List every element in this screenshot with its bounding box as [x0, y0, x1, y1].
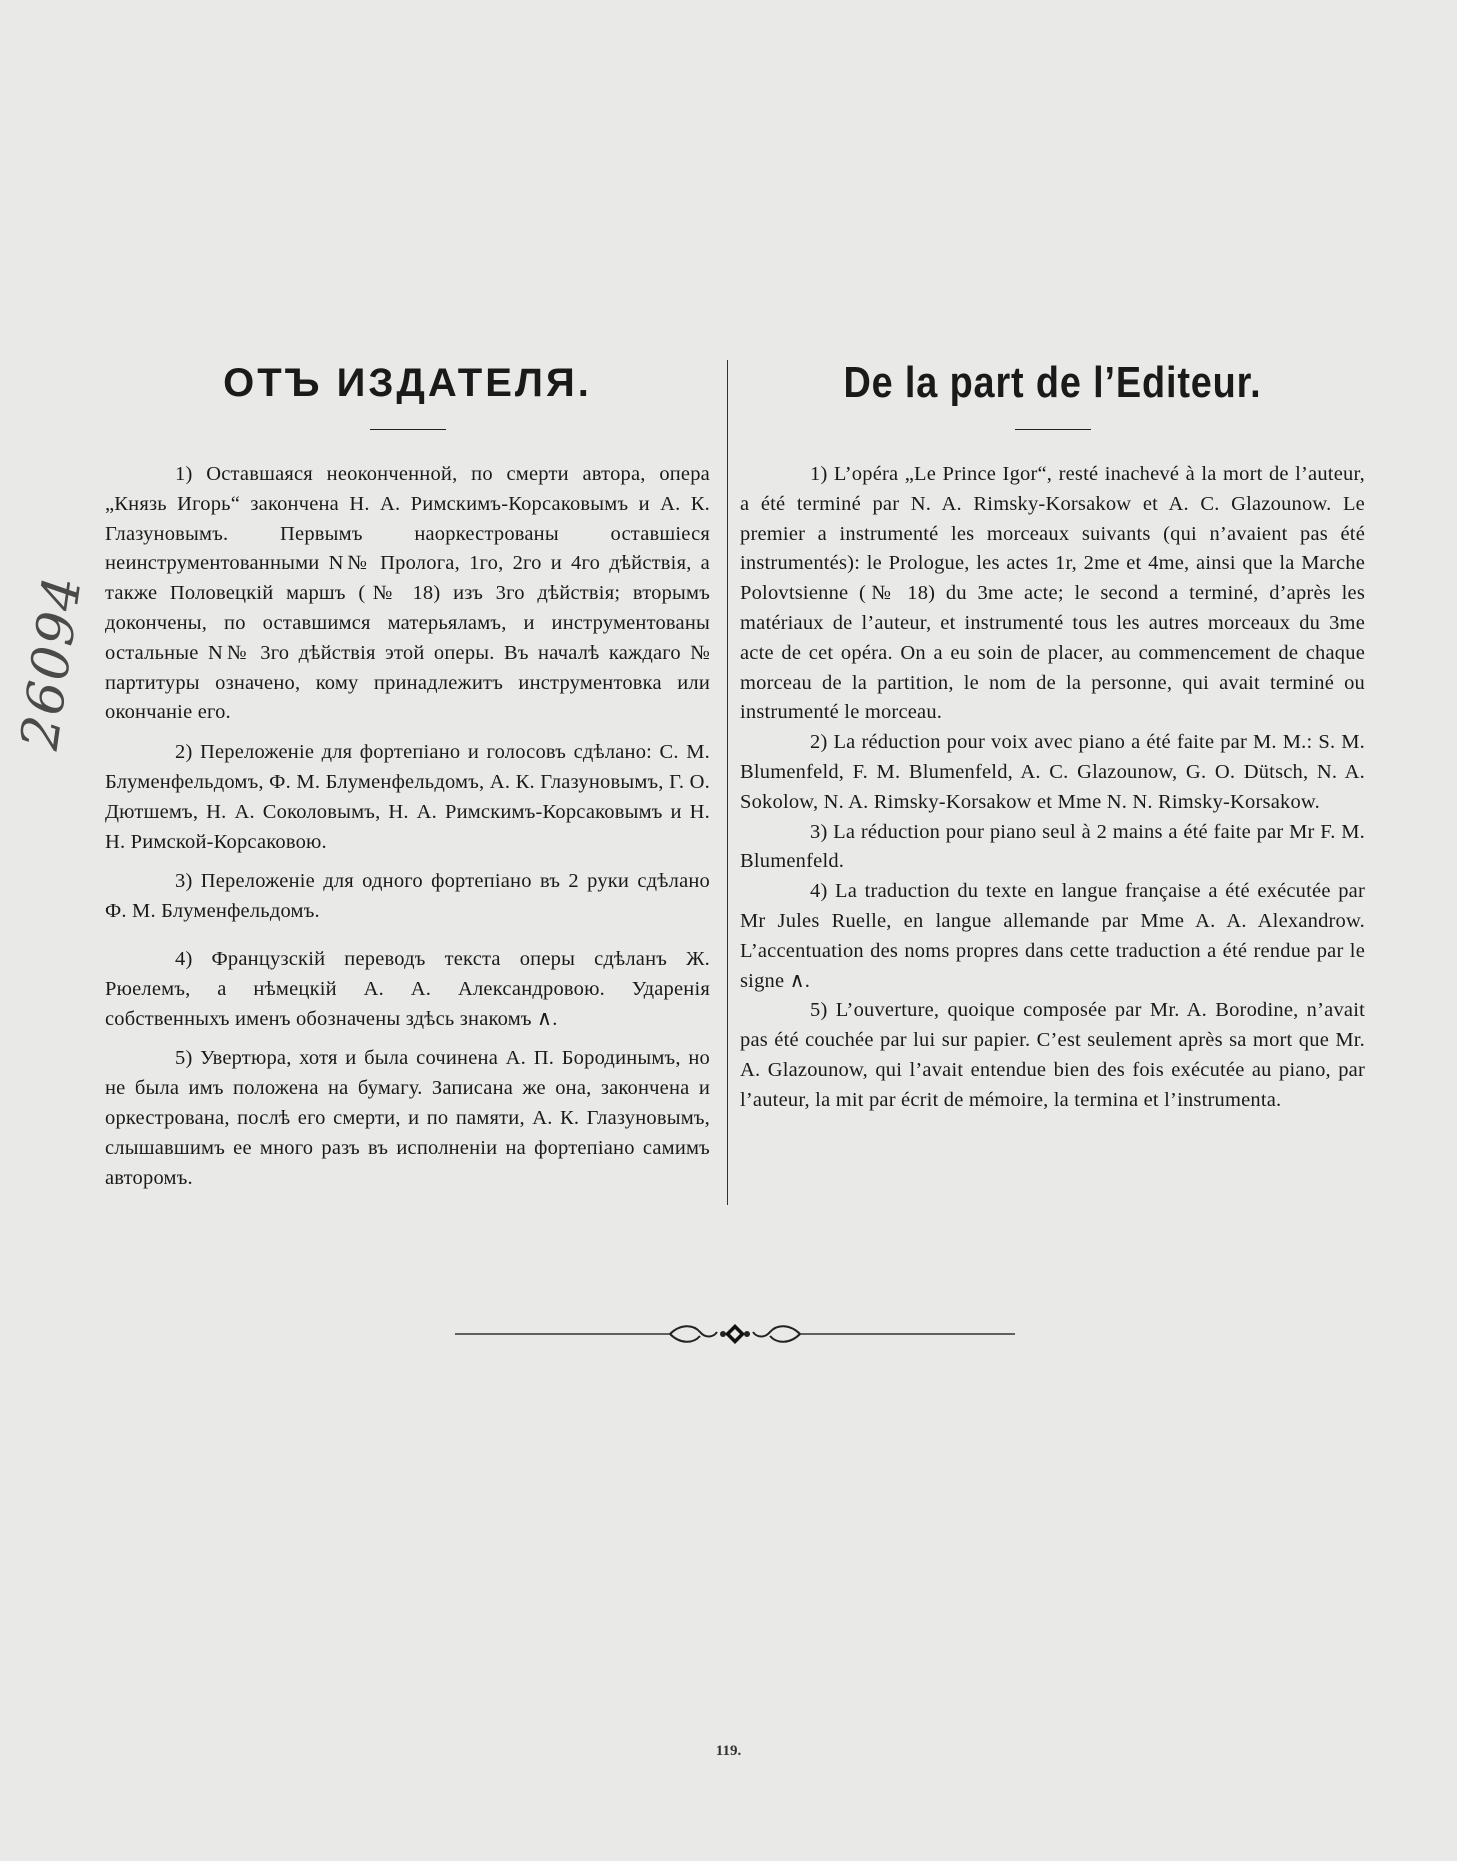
russian-heading: ОТЪ ИЗДАТЕЛЯ.: [223, 361, 592, 405]
french-column: [740, 355, 1365, 1116]
column-divider: [727, 360, 728, 1205]
russian-paragraph-1: 1) Оставшаяся неоконченной, по смерти автора, опера „Князь Игорь“ закончена Н. А. Римскимъ-Корсаковымъ и А. К. Глазуновымъ. Первымъ наоркестрованы оставшіеся неинструментованными N№ Пролога, 1го, 2го и 4го дѣйствія, а также Половецкій маршъ (№ 18) изъ 3го дѣйствія; вторымъ докончены, по оставшимся матерьяламъ, и инструментованы остальные N№ 3го дѣйствія этой оперы. Въ началѣ каждаго № партитуры означено, кому принадлежитъ инструментовка или окончаніе его.: [105, 463, 710, 724]
russian-paragraph-3: 3) Переложеніе для одного фортепіано въ 2 руки сдѣлано Ф. М. Блуменфельдомъ.: [105, 870, 710, 923]
page-number: 119.: [715, 1743, 742, 1759]
heading-rule: [370, 429, 446, 430]
russian-column: [105, 355, 710, 1203]
french-heading: De la part de l’Editeur.: [843, 358, 1262, 407]
russian-paragraph-2: 2) Переложеніе для фортепіано и голосовъ сдѣлано: С. М. Блуменфельдомъ, Ф. М. Блуменфельдомъ, А. К. Глазуновымъ, Г. О. Дютшемъ, Н. А. Соколовымъ, Н. А. Римскимъ-Корсаковымъ и Н. Н. Римской-Корсаковою.: [105, 741, 710, 853]
russian-paragraph-5: 5) Увертюра, хотя и была сочинена А. П. Бородинымъ, но не была имъ положена на бумагу. Записана же она, закончена и оркестрована, послѣ его смерти, и по памяти, А. К. Глазуновымъ, слышавшимъ ее много разъ въ исполненіи на фортепіано самимъ авторомъ.: [105, 1047, 710, 1189]
french-paragraph-1: 1) L’opéra „Le Prince Igor“, resté inachevé à la mort de l’auteur, a été terminé par N. A. Rimsky-Korsakow et A. C. Glazounow. Le premier a instrumenté les morceaux suivants (qui n’avaient pas été instrumentés): le Prologue, les actes 1r, 2me et 4me, ainsi que la Marche Polovtsienne (№ 18) du 3me acte; le second a terminé, d’après les matériaux de l’auteur, et instrumenté tous les autres morceaux du 3me acte de cet opéra. On a eu soin de placer, au commencement de chaque morceau de la partition, le nom de la personne, qui avait terminé ou instrumenté le morceau.: [740, 463, 1365, 724]
heading-rule: [1015, 429, 1091, 430]
handwritten-inventory-number: 26094: [10, 571, 94, 754]
french-paragraph-5: 5) L’ouverture, quoique composée par Mr. A. Borodine, n’avait pas été couchée par lui sur papier. C’est seulement après sa mort que Mr. A. Glazounow, qui l’avait entendue bien des fois exécutée au piano, par l’auteur, la mit par écrit de mémoire, la termina et l’instrumenta.: [740, 999, 1365, 1111]
french-paragraph-2: 2) La réduction pour voix avec piano a été faite par M. M.: S. M. Blumenfeld, F. M. Blumenfeld, A. C. Glazounow, G. O. Dütsch, N. A. Sokolow, N. A. Rimsky-Korsakow et Mme N. N. Rimsky-Korsakow.: [740, 731, 1365, 813]
russian-paragraph-4: 4) Французскій переводъ текста оперы сдѣланъ Ж. Рюелемъ, а нѣмецкій А. А. Александровою. Ударенія собственныхъ именъ обозначены здѣсь знакомъ ∧.: [105, 947, 710, 1030]
french-paragraph-3: 3) La réduction pour piano seul à 2 mains a été faite par Mr F. M. Blumenfeld.: [740, 820, 1365, 873]
ornament-divider: [455, 1318, 1015, 1350]
french-paragraph-4: 4) La traduction du texte en langue française a été exécutée par Mr Jules Ruelle, en langue allemande par Mme A. A. Alexandrow. L’accentuation des noms propres dans cette traduction a été rendue par le signe ∧.: [740, 880, 1365, 992]
